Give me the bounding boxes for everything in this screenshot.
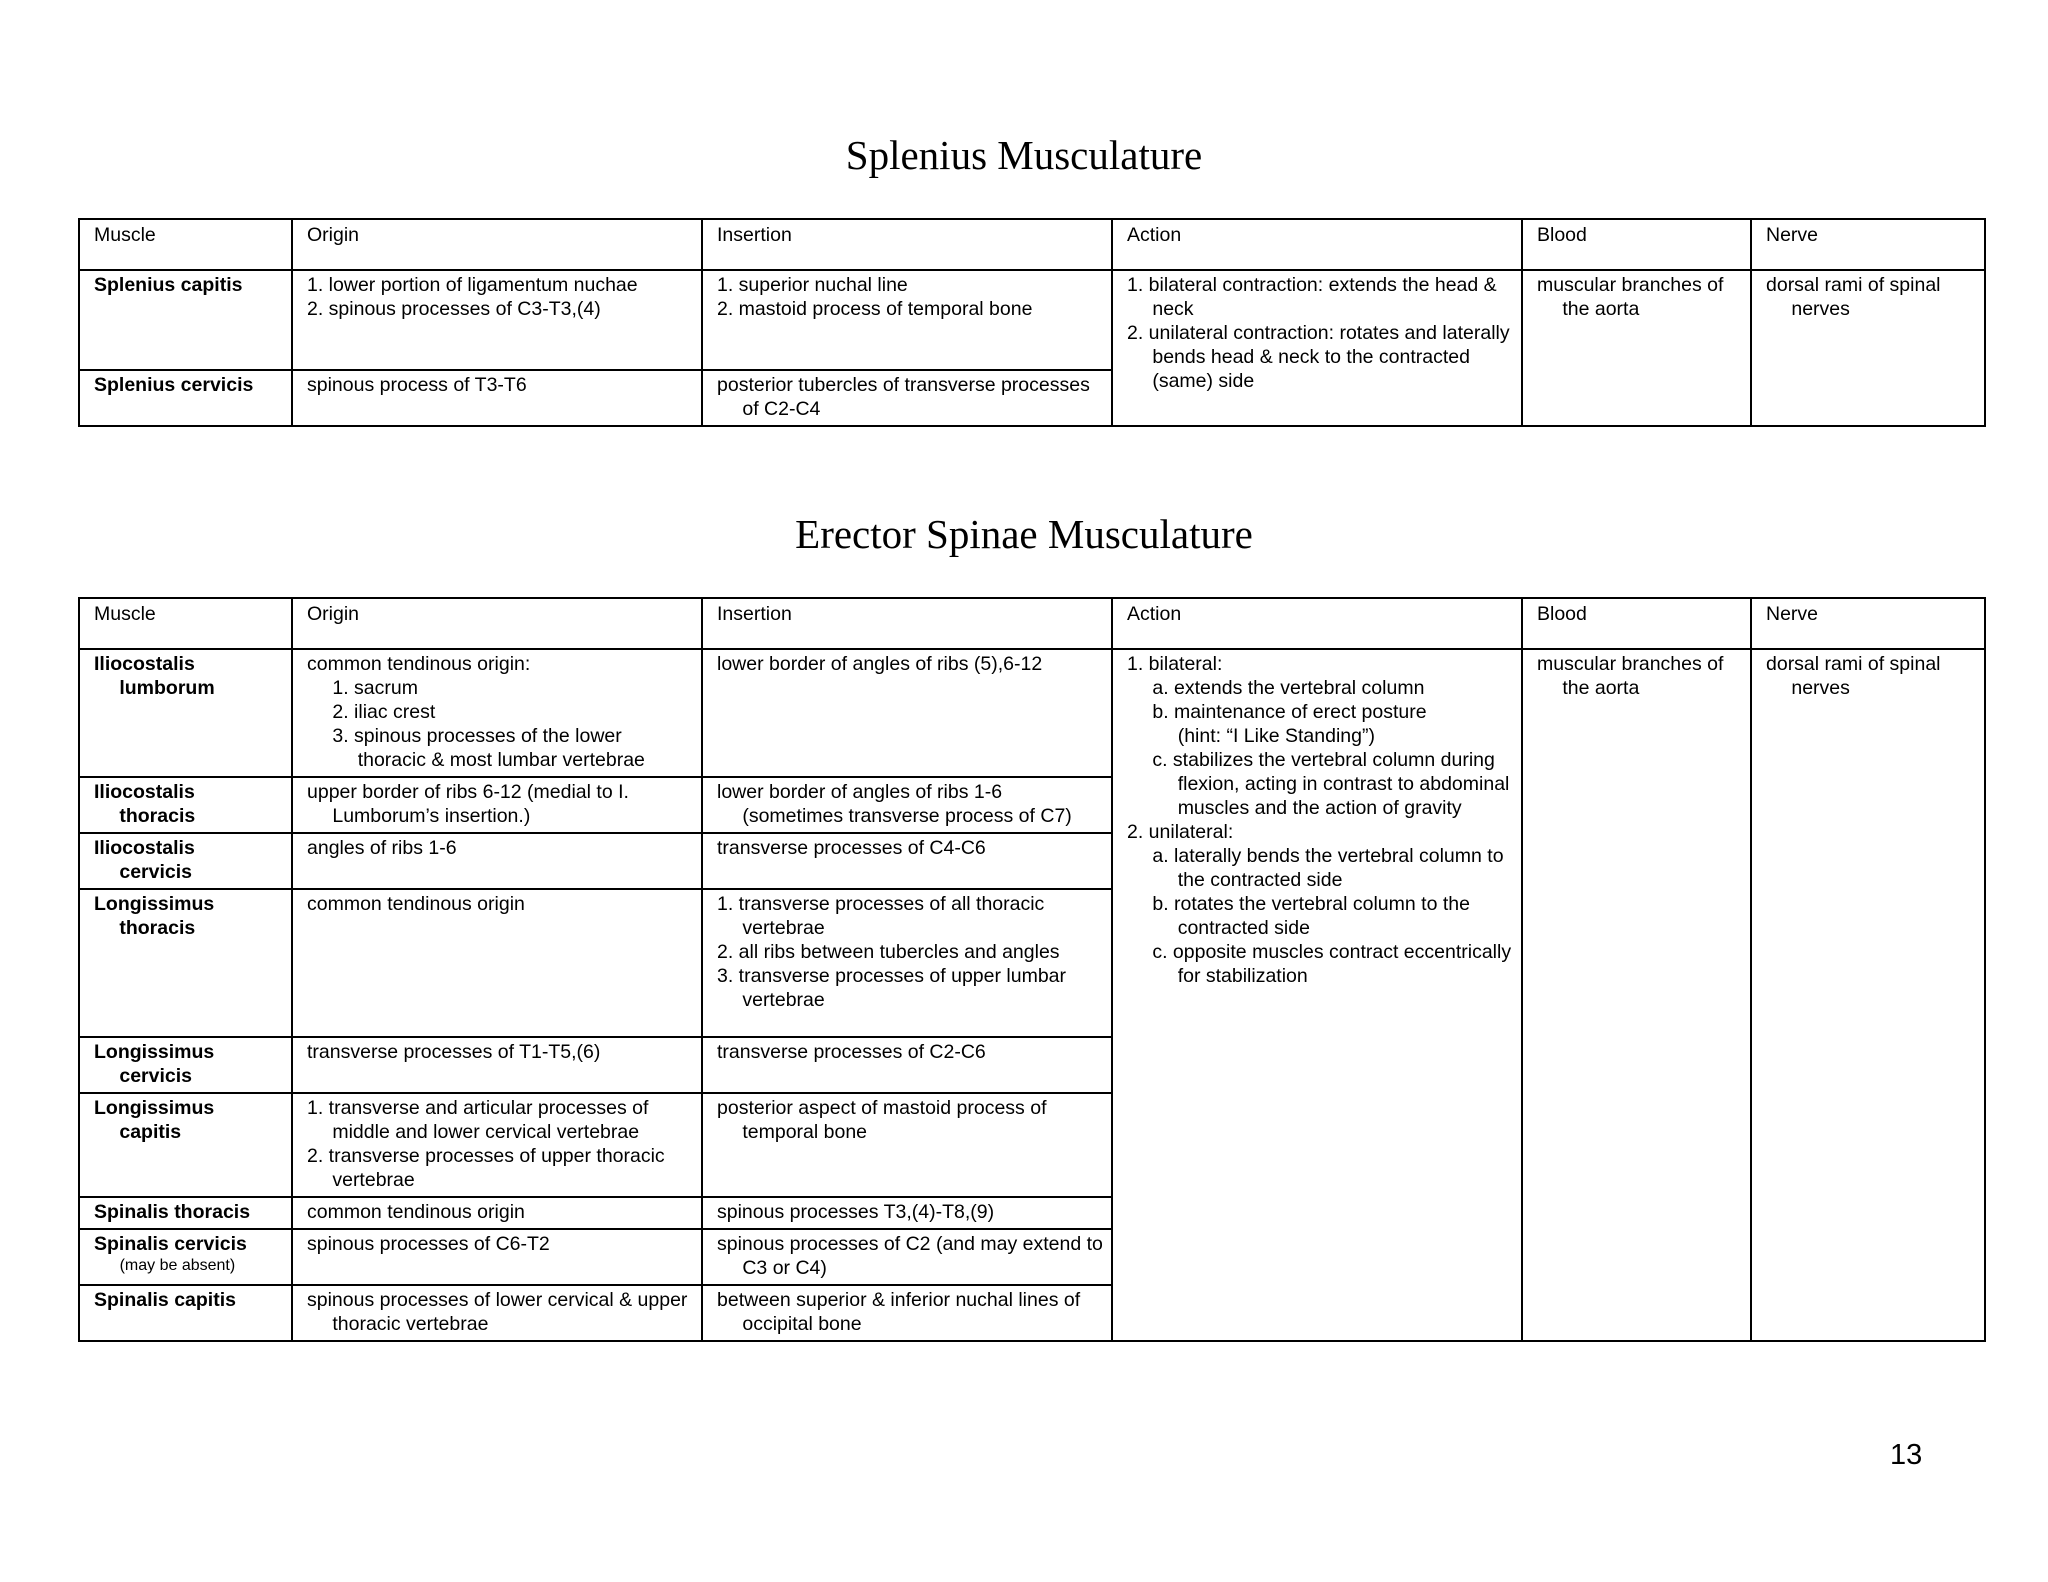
muscle-name: Longissimus capitis [79,1093,292,1197]
blood-cell: muscular branches of the aorta [1522,649,1751,1341]
origin-cell: common tendinous origin [292,889,702,1037]
nerve-cell: dorsal rami of spinal nerves [1751,270,1985,426]
insertion-cell: lower border of angles of ribs 1-6 (sometimes transverse process of C7) [702,777,1112,833]
header-action: Action [1112,219,1522,270]
origin-cell: spinous process of T3-T6 [292,370,702,426]
muscle-name: Longissimus cervicis [79,1037,292,1093]
muscle-name: Iliocostalis lumborum [79,649,292,777]
header-muscle: Muscle [79,219,292,270]
header-nerve: Nerve [1751,219,1985,270]
muscle-name: Splenius capitis [79,270,292,370]
origin-cell: spinous processes of lower cervical & upper thoracic vertebrae [292,1285,702,1341]
table-row [79,649,1985,777]
header-nerve: Nerve [1751,598,1985,649]
origin-cell: common tendinous origin [292,1197,702,1229]
muscle-name: Spinalis cervicis (may be absent) [79,1229,292,1285]
insertion-cell: transverse processes of C4-C6 [702,833,1112,889]
blood-cell: muscular branches of the aorta [1522,270,1751,426]
muscle-name: Spinalis thoracis [79,1197,292,1229]
muscle-name: Longissimus thoracis [79,889,292,1037]
splenius-title: Splenius Musculature [845,132,1203,178]
header-origin: Origin [292,219,702,270]
nerve-cell: dorsal rami of spinal nerves [1751,649,1985,1341]
muscle-name: Splenius cervicis [79,370,292,426]
insertion-cell: lower border of angles of ribs (5),6-12 [702,649,1112,777]
origin-cell: upper border of ribs 6-12 (medial to I. Lumborum’s insertion.) [292,777,702,833]
header-blood: Blood [1522,219,1751,270]
origin-cell: spinous processes of C6-T2 [292,1229,702,1285]
header-insertion: Insertion [702,219,1112,270]
origin-cell: 1. lower portion of ligamentum nuchae 2. spinous processes of C3-T3,(4) [292,270,702,370]
header-origin: Origin [292,598,702,649]
erector-table [78,597,1986,1342]
erector-title: Erector Spinae Musculature [795,511,1253,557]
table-row [79,270,1985,370]
insertion-cell: spinous processes T3,(4)-T8,(9) [702,1197,1112,1229]
may-be-absent-note: (may be absent) [119,1257,236,1274]
action-cell: 1. bilateral contraction: extends the head & neck 2. unilateral contraction: rotates and laterally bends head & neck to the contracted (same) side [1112,270,1522,426]
table-header-row [79,219,1985,270]
header-action: Action [1112,598,1522,649]
muscle-name: Iliocostalis thoracis [79,777,292,833]
action-cell: 1. bilateral: a. extends the vertebral column b. maintenance of erect posture (hint: “I Like Standing”) c. stabilizes the vertebral column during flexion, acting in contrast to abdominal muscles and the action of gravity 2. unilateral: a. laterally bends the vertebral column to the contracted side b. rotates the vertebral column to the contracted side c. opposite muscles contract eccentrically for stabilization [1112,649,1522,1341]
header-insertion: Insertion [702,598,1112,649]
insertion-cell: 1. superior nuchal line 2. mastoid process of temporal bone [702,270,1112,370]
origin-cell: common tendinous origin: 1. sacrum 2. iliac crest 3. spinous processes of the lower thoracic & most lumbar vertebrae [292,649,702,777]
insertion-cell: transverse processes of C2-C6 [702,1037,1112,1093]
muscle-name: Spinalis capitis [79,1285,292,1341]
table-header-row [79,598,1985,649]
origin-cell: 1. transverse and articular processes of middle and lower cervical vertebrae 2. transverse processes of upper thoracic vertebrae [292,1093,702,1197]
splenius-table [78,218,1986,427]
insertion-cell: 1. transverse processes of all thoracic vertebrae 2. all ribs between tubercles and angles 3. transverse processes of upper lumbar vertebrae [702,889,1112,1037]
insertion-cell: between superior & inferior nuchal lines of occipital bone [702,1285,1112,1341]
insertion-cell: posterior aspect of mastoid process of temporal bone [702,1093,1112,1197]
header-blood: Blood [1522,598,1751,649]
origin-cell: angles of ribs 1-6 [292,833,702,889]
header-muscle: Muscle [79,598,292,649]
insertion-cell: spinous processes of C2 (and may extend to C3 or C4) [702,1229,1112,1285]
origin-cell: transverse processes of T1-T5,(6) [292,1037,702,1093]
muscle-name: Iliocostalis cervicis [79,833,292,889]
page-number: 13 [1890,1439,1923,1471]
insertion-cell: posterior tubercles of transverse processes of C2-C4 [702,370,1112,426]
